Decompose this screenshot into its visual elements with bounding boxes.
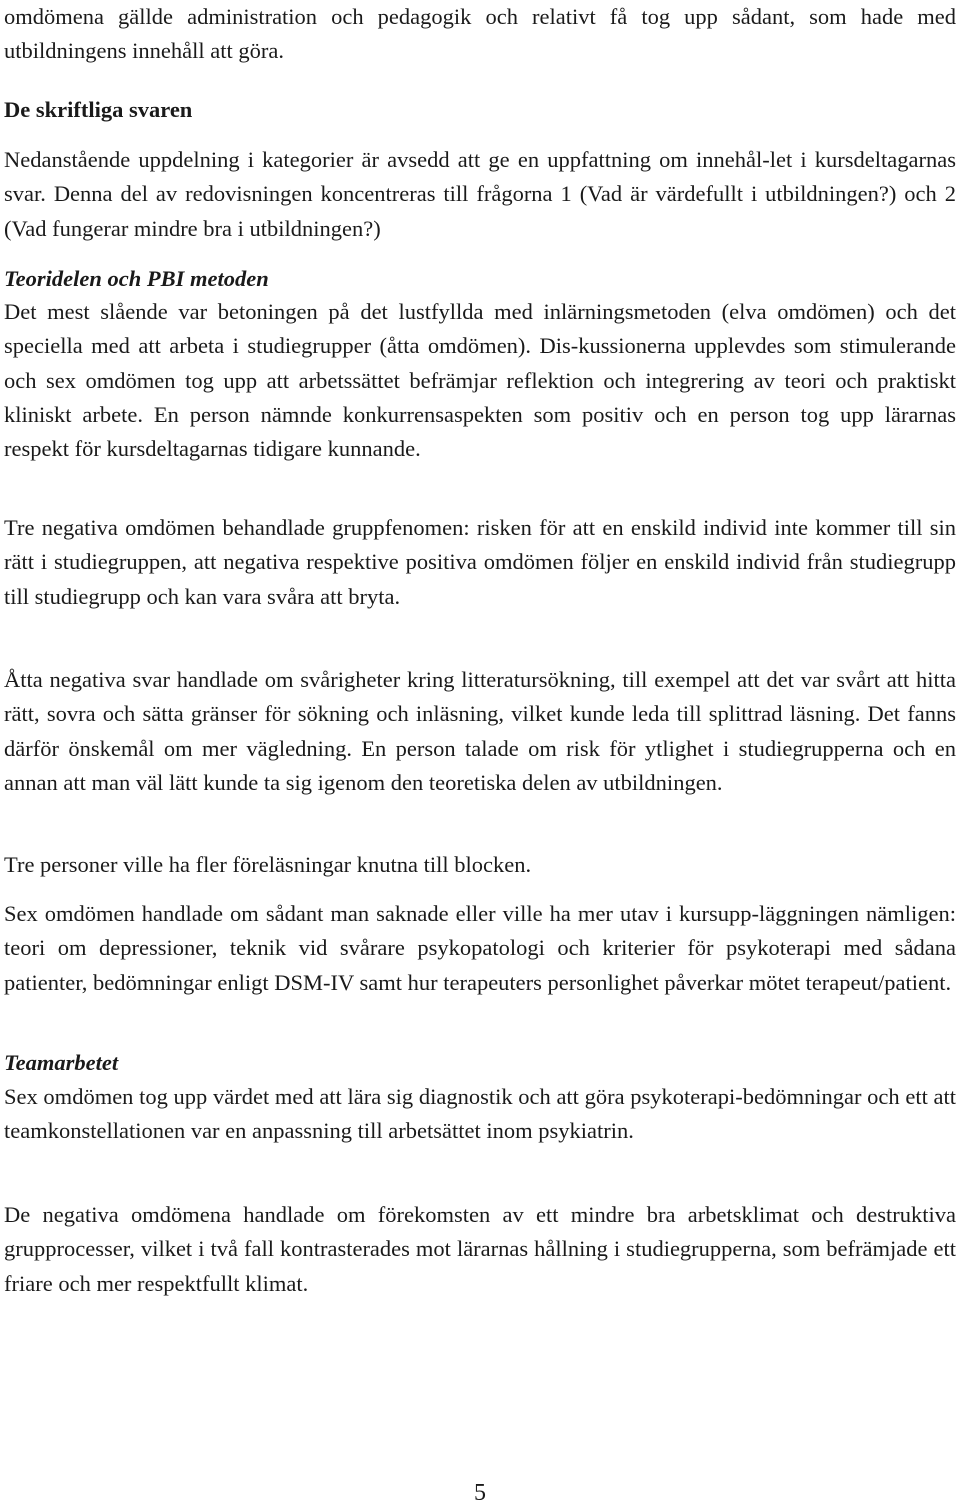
paragraph-negativa-omdomen: De negativa omdömena handlade om förekomsten av ett mindre bra arbetsklimat och destruktiva grupprocesser, vilket i två fall kontrasterades mot lärarnas hållning i studiegrupperna, som befrämjade ett friare och mer respektfullt klimat. xyxy=(4,1202,956,1296)
subheading-teamarbetet: Teamarbetet xyxy=(4,1050,119,1075)
section-heading: De skriftliga svaren xyxy=(4,97,193,122)
paragraph-litteratursokning: Åtta negativa svar handlade om svårigheter kring litteratursökning, till exempel att det var svårt att hitta rätt, sovra och sätta gränser för sökning och inläsning, vilket kunde leda till splittrad läsning. Det fanns därför önskemål om mer vägledning. En person talade om risk för ytlighet i studiegrupperna och en annan att man väl lätt kunde ta sig igenom den teoretiska delen av utbildningen. xyxy=(4,667,956,795)
subheading-teoridelen: Teoridelen och PBI metoden xyxy=(4,266,269,291)
paragraph-forelasningar: Tre personer ville ha fler föreläsningar knutna till blocken. xyxy=(4,852,532,877)
section-intro-paragraph: Nedanstående uppdelning i kategorier är avsedd att ge en uppfattning om innehål-let i kursdeltagarnas svar. Denna del av redovisningen koncentreras till frågorna 1 (Vad är värdefullt i utbildningen?) och 2 (Vad fungerar mindre bra i utbildningen?) xyxy=(4,147,956,241)
paragraph-gruppfenomen: Tre negativa omdömen behandlade gruppfenomen: risken för att en enskild individ inte kommer till sin rätt i studiegruppen, att negativa respektive positiva omdömen följer en enskild individ från studiegrupp till studiegrupp och kan vara svåra att bryta. xyxy=(4,515,956,609)
intro-continuation-paragraph: omdömena gällde administration och pedagogik och relativt få tog upp sådant, som hade med utbildningens innehåll att göra. xyxy=(4,4,956,64)
paragraph-teamarbetet: Sex omdömen tog upp värdet med att lära sig diagnostik och att göra psykoterapi-bedömningar och ett att teamkonstellationen var en anpassning till arbetsättet inom psykiatrin. xyxy=(4,1084,956,1144)
page-number: 5 xyxy=(474,1480,486,1506)
paragraph-kursupplaggning: Sex omdömen handlade om sådant man saknade eller ville ha mer utav i kursupp-läggningen nämligen: teori om depressioner, teknik vid svårare psykopatologi och kriterier för psykoterapi med sådana patienter, bedömningar enligt DSM-IV samt hur terapeuters personlighet påverkar mötet terapeut/patient. xyxy=(4,901,956,995)
paragraph-teoridelen: Det mest slående var betoningen på det lustfyllda med inlärningsmetoden (elva omdömen) och det speciella med att arbeta i studiegrupper (åtta omdömen). Dis-kussionerna upplevdes som stimulerande och sex omdömen tog upp att arbetssättet befrämjar reflektion och integrering av teori och praktiskt kliniskt arbete. En person nämnde konkurrensaspekten som positiv och en person tog upp lärarnas respekt för kursdeltagarnas tidigare kunnande. xyxy=(4,299,956,462)
